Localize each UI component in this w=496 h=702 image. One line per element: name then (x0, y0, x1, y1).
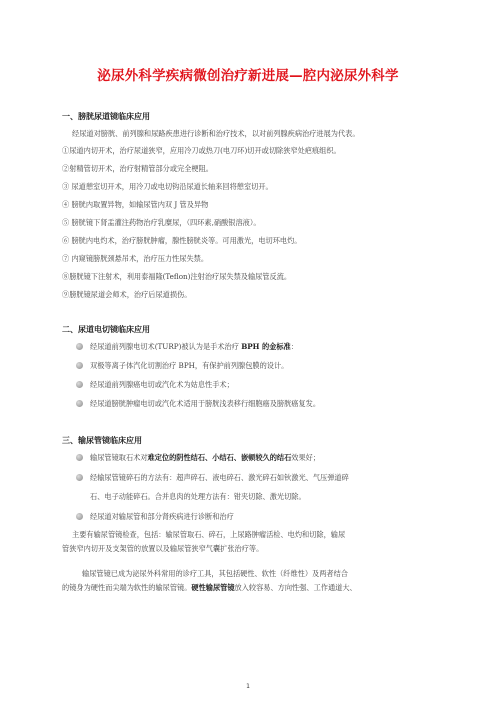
bullet-item: 经尿道前列腺电切术(TURP)被认为是手术治疗 BPH 的金标准： (76, 342, 298, 351)
paragraph: 主要有输尿管镜检查，包括：输尿管取石、碎石，上尿路肿瘤活检、电灼和切除，输尿 管狭窄内切开及支架管的放置以及输尿管狭窄气囊扩张治疗等。 (62, 530, 346, 553)
bullet-icon (76, 474, 83, 481)
section-3-heading: 三、输尿管镜临床应用 (62, 436, 142, 445)
bullet-icon (76, 454, 83, 461)
bullet-icon (76, 343, 83, 350)
bullet-item: 双极等离子体汽化切割治疗 BPH，有保护前列腺包膜的设计。 (76, 361, 288, 370)
bullet-icon (76, 400, 83, 407)
bullet-item: 经输尿管镜碎石的方法有：超声碎石、液电碎石、激光碎石如钬激光、气压弹道碎 (76, 473, 349, 482)
list-item: ⑧膀胱镜下注射术，利用泰福隆(Teflon)注射治疗尿失禁及输尿管反流。 (62, 272, 292, 281)
list-item: ③ 尿道憩室切开术，用冷刀或电切钩沿尿道长轴来回将憩室切开。 (62, 182, 273, 191)
list-item: ⑤ 膀胱镜下肾盂灌注药物治疗乳糜尿，（四环素,硝酸银溶液）。 (62, 218, 261, 227)
page-title: 泌尿外科学疾病微创治疗新进展—腔内泌尿外科学 (97, 68, 399, 84)
bullet-item-continuation: 石、电子动能碎石。合并息肉的处理方法有：钳夹切除、激光切除。 (90, 492, 306, 501)
bullet-icon (76, 362, 83, 369)
section-2-heading: 二、尿道电切镜临床应用 (62, 325, 150, 334)
section-1-intro: 经尿道对膀胱、前列腺和尿路疾患进行诊断和治疗技术，以对前列腺疾病治疗进展为代表。 (72, 129, 360, 138)
bullet-icon (76, 513, 83, 520)
section-1-heading: 一、膀胱尿道镜临床应用 (62, 112, 150, 121)
bullet-item: 输尿管镜取石术对难定位的阴性结石、小结石、嵌顿较久的结石效果好； (76, 453, 320, 462)
bullet-item: 经尿道前列腺癌电切或汽化术为姑息性手术； (76, 380, 234, 389)
page-number: 1 (246, 683, 250, 690)
list-item: ④ 膀胱内取置异物，如输尿管内双 J 管及异物 (62, 200, 209, 209)
list-item: ⑨膀胱镜尿道会师术，治疗后尿道损伤。 (62, 290, 192, 299)
list-item: ②射精管切开术，治疗射精管部分或完全梗阻。 (62, 164, 213, 173)
bullet-item: 经尿道膀胱肿瘤电切或汽化术适用于膀胱浅表移行细胞癌及膀胱癌复发。 (76, 399, 320, 408)
bullet-item: 经尿道对输尿管和部分肾疾病进行诊断和治疗 (76, 512, 234, 521)
paragraph: 输尿管镜已成为泌尿外科常用的诊疗工具，其包括硬性、软性（纤维性）及两者结合 的镜身为硬性而尖端为软性的输尿管镜。硬性输尿管镜放入较容易、方向性强、工作通道大、 (62, 569, 357, 592)
list-item: ⑥ 膀胱内电灼术，治疗膀胱肿瘤，腺性膀胱炎等。可用激光，电切环电灼。 (62, 236, 302, 245)
list-item: ⑦ 内窥镜膀胱颈悬吊术，治疗压力性尿失禁。 (62, 254, 209, 263)
bullet-icon (76, 381, 83, 388)
list-item: ①尿道内切开术，治疗尿道狭窄，应用冷刀或热刀(电刀环)切开或切除狭窄处疤痕组织。 (62, 146, 341, 155)
